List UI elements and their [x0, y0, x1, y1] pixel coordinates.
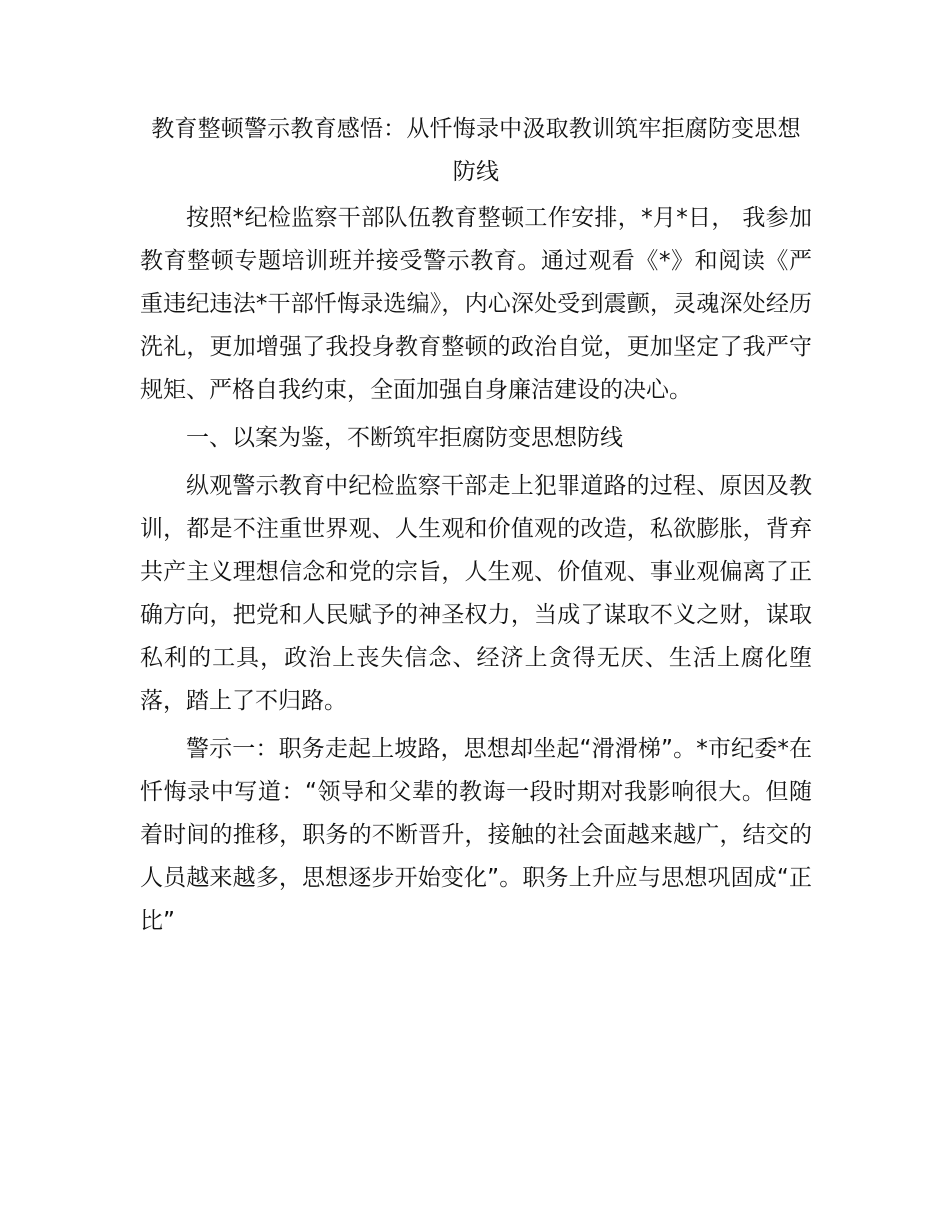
document-title: 教育整顿警示教育感悟：从忏悔录中汲取教训筑牢拒腐防变思想防线: [151, 116, 801, 185]
paragraph-overview: 纵观警示教育中纪检监察干部走上犯罪道路的过程、原因及教训，都是不注重世界观、人生观和价值观的改造，私欲膨胀，背弃共产主义理想信念和党的宗旨，人生观、价值观、事业观偏离了正确方向，把党和人民赋予的神圣权力，当成了谋取不义之财，谋取私利的工具，政治上丧失信念、经济上贪得无厌、生活上腐化堕落，踏上了不归路。: [140, 473, 812, 714]
document-page: [140, 108, 812, 943]
paragraph-intro: 按照*纪检监察干部队伍教育整顿工作安排，*月*日， 我参加教育整顿专题培训班并接受警示教育。通过观看《*》和阅读《严重违纪违法*干部忏悔录选编》，内心深处受到震颤，灵魂深处经历洗礼，更加增强了我投身教育整顿的政治自觉，更加坚定了我严守规矩、严格自我约束，全面加强自身廉洁建设的决心。: [140, 205, 812, 403]
paragraph-warning-1: 警示一：职务走起上坡路，思想却坐起“滑滑梯”。*市纪委*在忏悔录中写道：“领导和父辈的教诲一段时期对我影响很大。但随着时间的推移，职务的不断晋升，接触的社会面越来越广，结交的人员越来越多，思想逐步开始变化”。职务上升应与思想巩固成“正比”: [140, 736, 812, 934]
section-heading-1: 一、以案为鉴，不断筑牢拒腐防变思想防线: [186, 425, 623, 451]
